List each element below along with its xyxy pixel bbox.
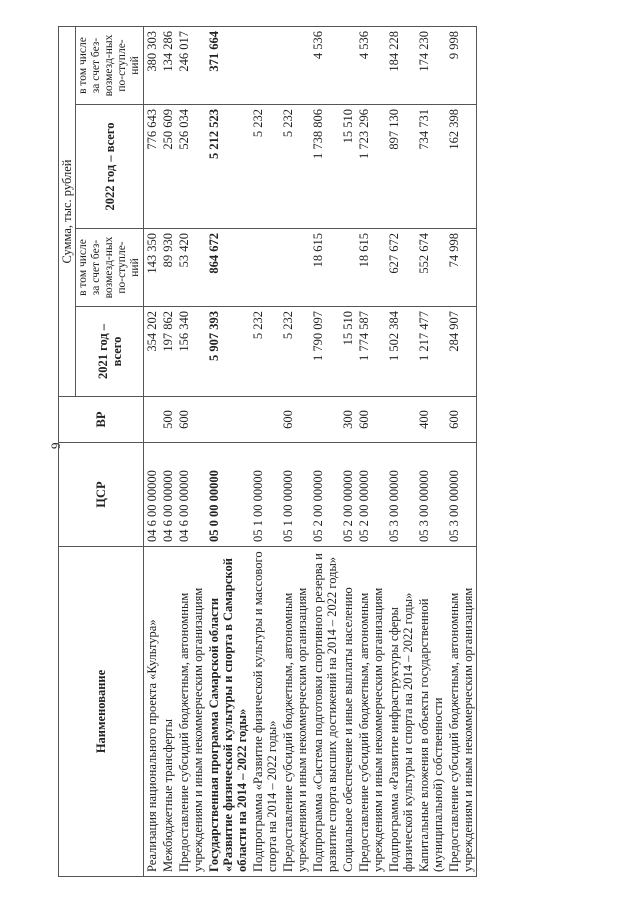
row-2021-grants: 53 420 <box>176 229 206 307</box>
rotated-page-content <box>58 27 633 877</box>
row-2021-grants <box>280 229 310 307</box>
row-csr: 04 6 00 00000 <box>176 443 206 547</box>
row-name: Подпрограмма «Развитие инфраструктуры сферы физической культуры и спорта на 2014 – 2022 годы» <box>386 547 416 877</box>
row-2022-total: 5 232 <box>280 105 310 229</box>
row-2022-total: 1 723 296 <box>356 105 386 229</box>
row-2022-total: 5 232 <box>250 105 280 229</box>
row-2021-grants <box>340 229 356 307</box>
table-row <box>144 27 161 877</box>
table-row <box>310 27 340 877</box>
row-name: Реализация национального проекта «Культура» <box>144 547 161 877</box>
row-vr: 600 <box>446 397 477 443</box>
row-csr: 05 3 00 00000 <box>386 443 416 547</box>
row-2022-grants <box>340 27 356 105</box>
header-2021-grants: в том числе за счет без-возмезд-ных по-ступле-ний <box>76 229 144 307</box>
row-vr: 500 <box>160 397 176 443</box>
row-2022-total: 250 609 <box>160 105 176 229</box>
row-csr: 05 3 00 00000 <box>416 443 446 547</box>
row-2021-grants: 18 615 <box>356 229 386 307</box>
row-csr: 05 3 00 00000 <box>446 443 477 547</box>
row-2021-total: 5 907 393 <box>206 307 250 397</box>
row-vr <box>250 397 280 443</box>
row-name: Межбюджетные трансферты <box>160 547 176 877</box>
row-vr <box>310 397 340 443</box>
table-row <box>446 27 477 877</box>
row-vr: 400 <box>416 397 446 443</box>
row-2021-total: 1 502 384 <box>386 307 416 397</box>
row-name: Предоставление субсидий бюджетным, автономным учреждениям и иным некоммерческим организациям <box>446 547 477 877</box>
row-vr <box>206 397 250 443</box>
row-name: Капитальные вложения в объекты государственной (муниципальной) собственности <box>416 547 446 877</box>
row-name: Подпрограмма «Система подготовки спортивного резерва и развитие спорта высших достижений на 2014 – 2022 годы» <box>310 547 340 877</box>
row-vr <box>386 397 416 443</box>
row-csr: 05 2 00 00000 <box>356 443 386 547</box>
row-2022-grants: 380 303 <box>144 27 161 105</box>
header-2021-total: 2021 год – всего <box>76 307 144 397</box>
row-2021-total: 156 340 <box>176 307 206 397</box>
row-csr: 05 0 00 00000 <box>206 443 250 547</box>
row-2021-total: 5 232 <box>250 307 280 397</box>
row-2021-grants: 89 930 <box>160 229 176 307</box>
table-row <box>250 27 280 877</box>
row-2022-grants: 9 998 <box>446 27 477 105</box>
row-2022-total: 162 398 <box>446 105 477 229</box>
table-row <box>340 27 356 877</box>
row-name: Предоставление субсидий бюджетным, автономным учреждениям и иным некоммерческим организациям <box>176 547 206 877</box>
row-vr: 600 <box>280 397 310 443</box>
row-2021-total: 5 232 <box>280 307 310 397</box>
row-csr: 04 6 00 00000 <box>144 443 161 547</box>
row-2022-grants: 174 230 <box>416 27 446 105</box>
row-2021-grants: 74 998 <box>446 229 477 307</box>
row-csr: 05 1 00 00000 <box>280 443 310 547</box>
row-2021-grants: 143 350 <box>144 229 161 307</box>
header-csr: ЦСР <box>59 443 144 547</box>
row-vr <box>144 397 161 443</box>
table-row <box>160 27 176 877</box>
table-row <box>356 27 386 877</box>
row-csr: 05 2 00 00000 <box>340 443 356 547</box>
table-row <box>206 27 250 877</box>
row-2021-total: 284 907 <box>446 307 477 397</box>
row-2021-total: 1 790 097 <box>310 307 340 397</box>
row-name: Подпрограмма «Развитие физической культуры и массового спорта на 2014 – 2022 годы» <box>250 547 280 877</box>
row-2021-total: 1 217 477 <box>416 307 446 397</box>
row-2021-total: 15 510 <box>340 307 356 397</box>
row-2022-grants: 246 017 <box>176 27 206 105</box>
row-vr: 600 <box>176 397 206 443</box>
row-name: Предоставление субсидий бюджетным, автономным учреждениям и иным некоммерческим организациям <box>356 547 386 877</box>
row-2022-total: 15 510 <box>340 105 356 229</box>
row-2021-total: 354 202 <box>144 307 161 397</box>
table-row <box>280 27 310 877</box>
table-row <box>416 27 446 877</box>
row-2022-grants: 134 286 <box>160 27 176 105</box>
row-2021-total: 197 862 <box>160 307 176 397</box>
row-2022-total: 897 130 <box>386 105 416 229</box>
header-2022-grants: в том числе за счет без-возмезд-ных по-ступле-ний <box>76 27 144 105</box>
row-2022-total: 776 643 <box>144 105 161 229</box>
row-2022-grants <box>280 27 310 105</box>
row-2022-grants: 184 228 <box>386 27 416 105</box>
row-name: Государственная программа Самарской области «Развитие физической культуры и спорта в Самарской области на 2014 – 2022 годы» <box>206 547 250 877</box>
row-2022-total: 1 738 806 <box>310 105 340 229</box>
row-csr: 05 1 00 00000 <box>250 443 280 547</box>
row-name: Социальное обеспечение и иные выплаты населению <box>340 547 356 877</box>
row-2021-grants: 552 674 <box>416 229 446 307</box>
row-2022-grants: 4 536 <box>356 27 386 105</box>
row-2022-grants: 4 536 <box>310 27 340 105</box>
header-vr: ВР <box>59 397 144 443</box>
table-row <box>386 27 416 877</box>
row-2022-total: 526 034 <box>176 105 206 229</box>
header-name: Наименование <box>59 547 144 877</box>
row-vr: 300 <box>340 397 356 443</box>
row-2021-grants: 864 672 <box>206 229 250 307</box>
header-2022-total: 2022 год – всего <box>76 105 144 229</box>
row-2022-total: 5 212 523 <box>206 105 250 229</box>
row-2021-grants <box>250 229 280 307</box>
row-csr: 04 6 00 00000 <box>160 443 176 547</box>
row-csr: 05 2 00 00000 <box>310 443 340 547</box>
row-name: Предоставление субсидий бюджетным, автономным учреждениям и иным некоммерческим организациям <box>280 547 310 877</box>
row-2022-grants: 371 664 <box>206 27 250 105</box>
row-2021-grants: 627 672 <box>386 229 416 307</box>
table-row <box>176 27 206 877</box>
row-vr: 600 <box>356 397 386 443</box>
row-2022-total: 734 731 <box>416 105 446 229</box>
page-number: 9 <box>48 442 63 449</box>
header-amount-group: Сумма, тыс. рублей <box>59 27 76 397</box>
row-2022-grants <box>250 27 280 105</box>
row-2021-grants: 18 615 <box>310 229 340 307</box>
row-2021-total: 1 774 587 <box>356 307 386 397</box>
budget-table <box>58 26 477 877</box>
